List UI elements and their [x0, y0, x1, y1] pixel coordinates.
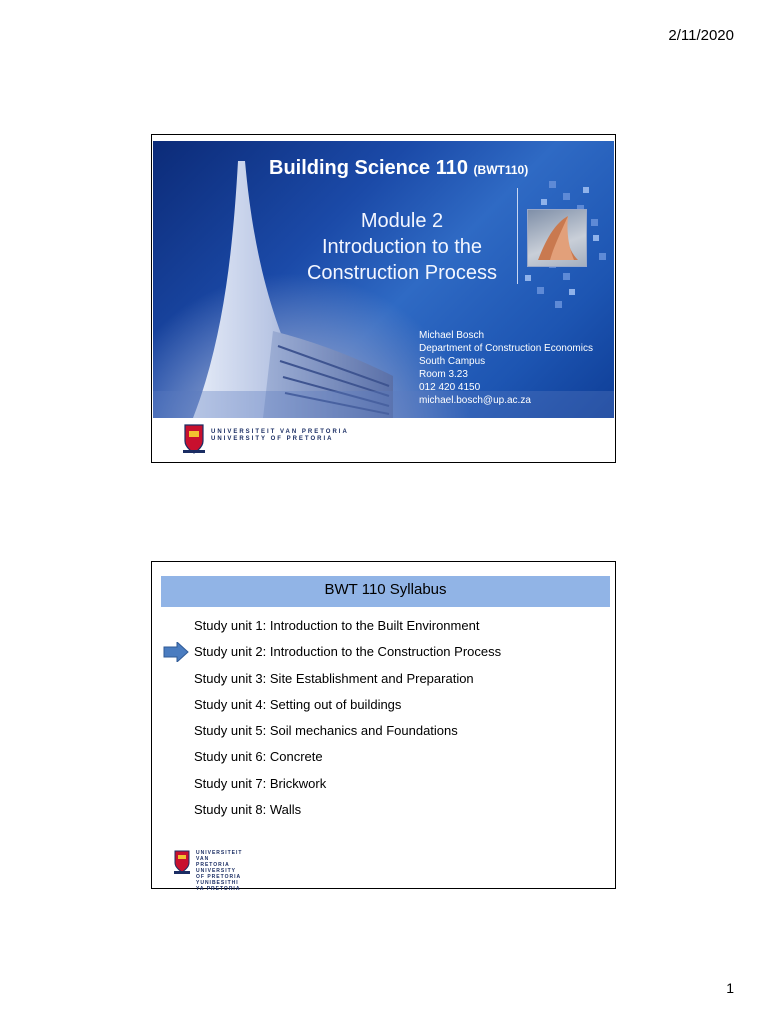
slide-footer — [153, 418, 614, 461]
title-banner — [153, 141, 614, 418]
wordmark-line: UNIVERSITEIT VAN PRETORIA — [211, 429, 349, 435]
slide-title — [269, 157, 528, 180]
presenter-name: Michael Bosch — [419, 330, 485, 341]
divider — [517, 188, 518, 284]
wordmark-line: UNIVERSITEIT VAN PRETORIA — [196, 850, 243, 868]
sculpture-image — [528, 210, 586, 266]
room: Room 3.23 — [419, 369, 468, 380]
module-line: Introduction to the — [321, 236, 483, 258]
study-unit-item: Study unit 7: Brickwork — [194, 775, 327, 791]
email: michael.bosch@up.ac.za — [419, 395, 531, 406]
module-line: Module 2 — [360, 210, 444, 232]
print-date: 2/11/2020 — [668, 27, 734, 44]
title-slide — [151, 134, 616, 463]
study-unit-item: Study unit 8: Walls — [194, 802, 302, 818]
wordmark-line: UNIVERSITY OF PRETORIA — [211, 436, 334, 442]
syllabus-header: BWT 110 Syllabus — [161, 576, 610, 607]
module-heading — [293, 208, 511, 286]
study-unit-list — [194, 617, 501, 827]
university-wordmark — [196, 850, 242, 892]
wordmark-line: UNIVERSITY OF PRETORIA — [196, 868, 242, 880]
study-unit-item: Study unit 3: Site Establishment and Preparation — [194, 670, 474, 686]
current-unit-arrow-icon — [163, 642, 189, 662]
university-wordmark — [211, 429, 349, 443]
study-unit-item: Study unit 6: Concrete — [194, 749, 323, 765]
presenter-contact — [419, 329, 593, 407]
sculpture-thumbnail — [527, 209, 587, 267]
study-unit-item: Study unit 5: Soil mechanics and Foundations — [194, 723, 458, 739]
course-code: (BWT110) — [473, 163, 529, 177]
campus: South Campus — [419, 356, 486, 367]
course-name: Building Science 110 — [269, 157, 468, 179]
module-line: Construction Process — [306, 262, 498, 284]
study-unit-item-current: Study unit 2: Introduction to the Construction Process — [194, 644, 502, 660]
syllabus-slide — [151, 561, 616, 892]
study-unit-item: Study unit 1: Introduction to the Built Environment — [194, 618, 480, 633]
university-crest-icon — [174, 850, 190, 874]
wordmark-line: YUNIBESITHI YA PRETORIA — [196, 880, 241, 892]
department: Department of Construction Economics — [419, 343, 593, 354]
study-unit-item: Study unit 4: Setting out of buildings — [194, 696, 402, 712]
university-crest-icon — [183, 423, 205, 455]
phone: 012 420 4150 — [419, 382, 481, 393]
page-number: 1 — [726, 980, 734, 996]
